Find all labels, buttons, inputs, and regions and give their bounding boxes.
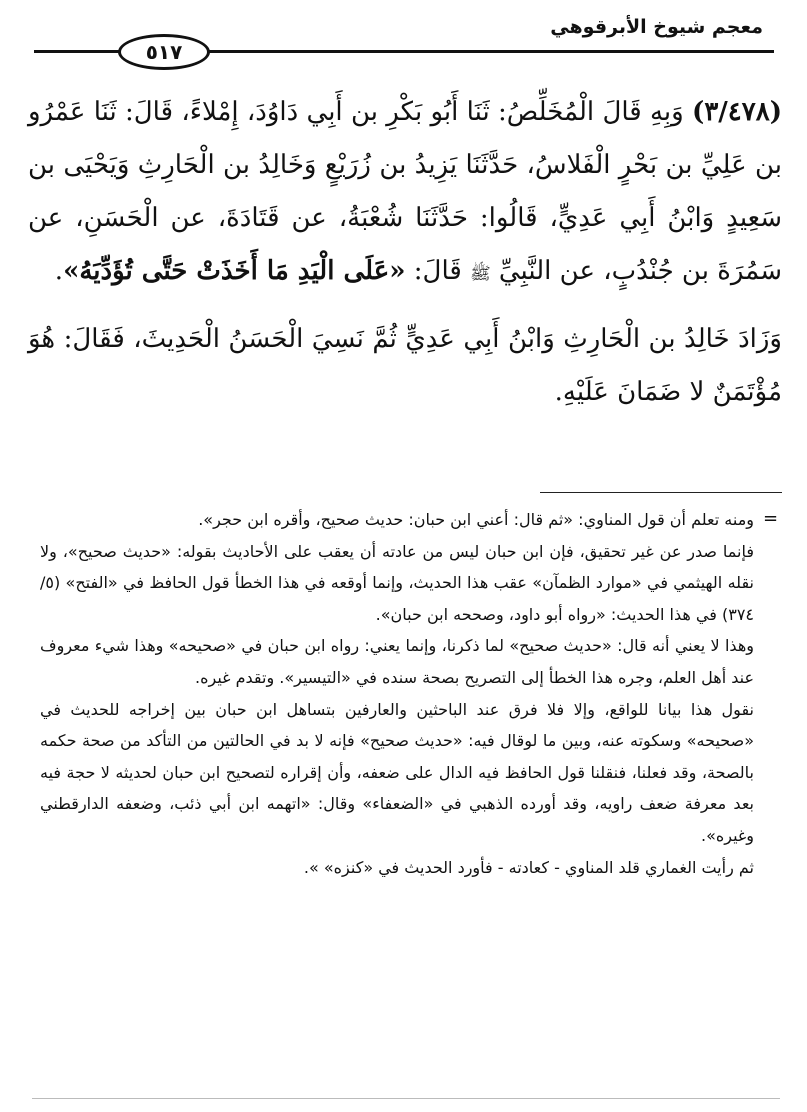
hadith-paragraph — [28, 86, 782, 301]
hadith-quote: «عَلَى الْيَدِ مَا أَخَذَتْ حَتَّى تُؤَدِّيَهُ» — [63, 256, 406, 286]
footnotes — [40, 504, 754, 883]
continuation-marker: = — [763, 508, 779, 529]
hadith-isnad: وَبِهِ قَالَ الْمُخَلِّصُ: ثَنَا أَبُو بَكْرِ بن أَبِي دَاوُدَ، إِمْلاءً، قَالَ: ثَنَا عَمْرُو بن عَلِيِّ بن بَحْرٍ الْفَلاسُ، حَدَّثَنَا يَزِيدُ بن زُرَيْعٍ وَخَالِدُ بن الْحَارِثِ وَيَحْيَى بن سَعِيدٍ وَابْنُ أَبِي عَدِيٍّ، قَالُوا: حَدَّثَنَا شُعْبَةُ، عن قَتَادَةَ، عن الْحَسَنِ، عن سَمُرَةَ بن جُنْدُبٍ، عن النَّبِيِّ — [28, 97, 782, 286]
footnote-paragraph: فإنما صدر عن غير تحقيق، فإن ابن حبان ليس من عادته أن يعقب على الأحاديث بقوله: «حديث صحيح»، ولا نقله الهيثمي في «موارد الظمآن» عقب هذا الحديث، وإنما أوقعه في هذا الخطأ قول الحافظ في «الفتح» (٥/ ٣٧٤) في هذا الحديث: «رواه أبو داود، وصححه ابن حبان». — [40, 541, 754, 624]
page-number-badge: ٥١٧ — [118, 34, 210, 70]
footnote-paragraph: وهذا لا يعني أنه قال: «حديث صحيح» لما ذكرنا، وإنما يعني: رواه ابن حبان في «صحيحه» وهذا شيء معروف عند أهل العلم، وجره هذا الخطأ إلى التصريح بصحة سنده في «التيسير». وتقدم غيره. — [40, 636, 754, 687]
hadith-end: . — [54, 256, 64, 286]
main-text — [28, 86, 782, 419]
footnote-paragraph: نقول هذا بيانا للواقع، وإلا فلا فرق عند الباحثين والعارفين بتساهل ابن حبان بين إخراجه للحديث في «صحيحه» وسكوته عنه، وبين ما لوقال فيه: «حديث صحيح» فإنه لا بد في الحالتين من التأكد من صحة حكمه بالصحة، وقد فعلنا، فنقلنا قول الحافظ فيه الدال على ضعفه، وأن إقراره لتصحيح ابن حبان لحديثه لا حجة فيه بعد معرفة ضعف راويه، وقد أورده الذهبي في «الضعفاء» وقال: «اتهمه ابن أبي ذئب، وضعفه الدارقطني وغيره». — [40, 699, 754, 845]
hadith-said: قَالَ: — [405, 256, 471, 286]
footnote-paragraph: ثم رأيت الغماري قلد المناوي - كعادته - فأورد الحديث في «كنزه» ». — [303, 857, 754, 877]
running-title: معجم شيوخ الأبرقوهي — [550, 16, 763, 38]
footnote-separator — [540, 492, 782, 493]
bottom-rule — [32, 1098, 780, 1099]
addition-paragraph: وَزَادَ خَالِدُ بن الْحَارِثِ وَابْنُ أَبِي عَدِيٍّ ثُمَّ نَسِيَ الْحَسَنُ الْحَدِيثَ، فَقَالَ: هُوَ مُؤْتَمَنٌ لا ضَمَانَ عَلَيْهِ. — [28, 324, 782, 407]
salutation-glyph: ﷺ — [470, 264, 491, 284]
footnote-paragraph: ومنه تعلم أن قول المناوي: «ثم قال: أعني ابن حبان: حديث صحيح، وأقره ابن حجر». — [198, 510, 754, 529]
hadith-number: (٣/٤٧٨) — [692, 97, 782, 127]
